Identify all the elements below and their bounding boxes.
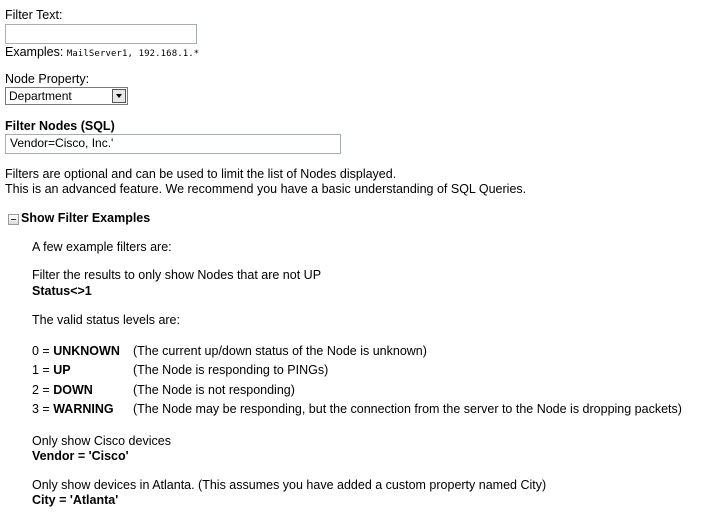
node-property-select[interactable] <box>5 87 128 105</box>
status-level-desc: (The current up/down status of the Node is unknown) <box>133 344 427 358</box>
status-level-row <box>32 383 93 397</box>
status-level-row <box>32 363 71 377</box>
status-level-name: DOWN <box>53 383 93 397</box>
collapse-icon[interactable] <box>8 214 19 225</box>
examples-label: Examples: <box>5 45 64 59</box>
status-level-name: WARNING <box>53 402 114 416</box>
status-level-name: UP <box>53 363 71 377</box>
status-level-desc: (The Node is responding to PINGs) <box>133 363 329 377</box>
filter-text-examples <box>5 45 199 59</box>
filter-text-label: Filter Text: <box>5 8 63 22</box>
status-level-desc: (The Node is not responding) <box>133 383 295 397</box>
status-example-desc: Filter the results to only show Nodes that are not UP <box>32 268 322 282</box>
filter-text-input[interactable] <box>5 24 197 44</box>
status-level-name: UNKNOWN <box>53 344 120 358</box>
status-level-row <box>32 402 114 416</box>
atlanta-example-query: City = 'Atlanta' <box>32 493 119 507</box>
status-level-number: 0 = <box>32 344 54 358</box>
node-property-label: Node Property: <box>5 72 90 86</box>
chevron-down-icon[interactable] <box>112 89 126 103</box>
cisco-example-desc: Only show Cisco devices <box>32 434 171 448</box>
status-example-query: Status<>1 <box>32 284 92 298</box>
cisco-example-query: Vendor = 'Cisco' <box>32 449 129 463</box>
status-level-number: 1 = <box>32 363 54 377</box>
help-line-2: This is an advanced feature. We recommend you have a basic understanding of SQL Queries. <box>5 182 527 196</box>
atlanta-example-desc: Only show devices in Atlanta. (This assumes you have added a custom property named City) <box>32 478 547 492</box>
levels-intro: The valid status levels are: <box>32 313 180 327</box>
status-level-row <box>32 344 120 358</box>
examples-intro: A few example filters are: <box>32 240 172 254</box>
status-level-number: 3 = <box>32 402 54 416</box>
filter-sql-input[interactable]: Vendor=Cisco, Inc.' <box>5 134 341 154</box>
status-level-number: 2 = <box>32 383 54 397</box>
help-line-1: Filters are optional and can be used to limit the list of Nodes displayed. <box>5 167 397 181</box>
status-level-desc: (The Node may be responding, but the connection from the server to the Node is dropping packets) <box>133 402 682 416</box>
filter-sql-label: Filter Nodes (SQL) <box>5 119 115 133</box>
node-property-selected: Department <box>9 89 72 103</box>
show-filter-examples-label[interactable]: Show Filter Examples <box>21 211 151 225</box>
examples-value: MailServer1, 192.168.1.* <box>66 49 200 59</box>
